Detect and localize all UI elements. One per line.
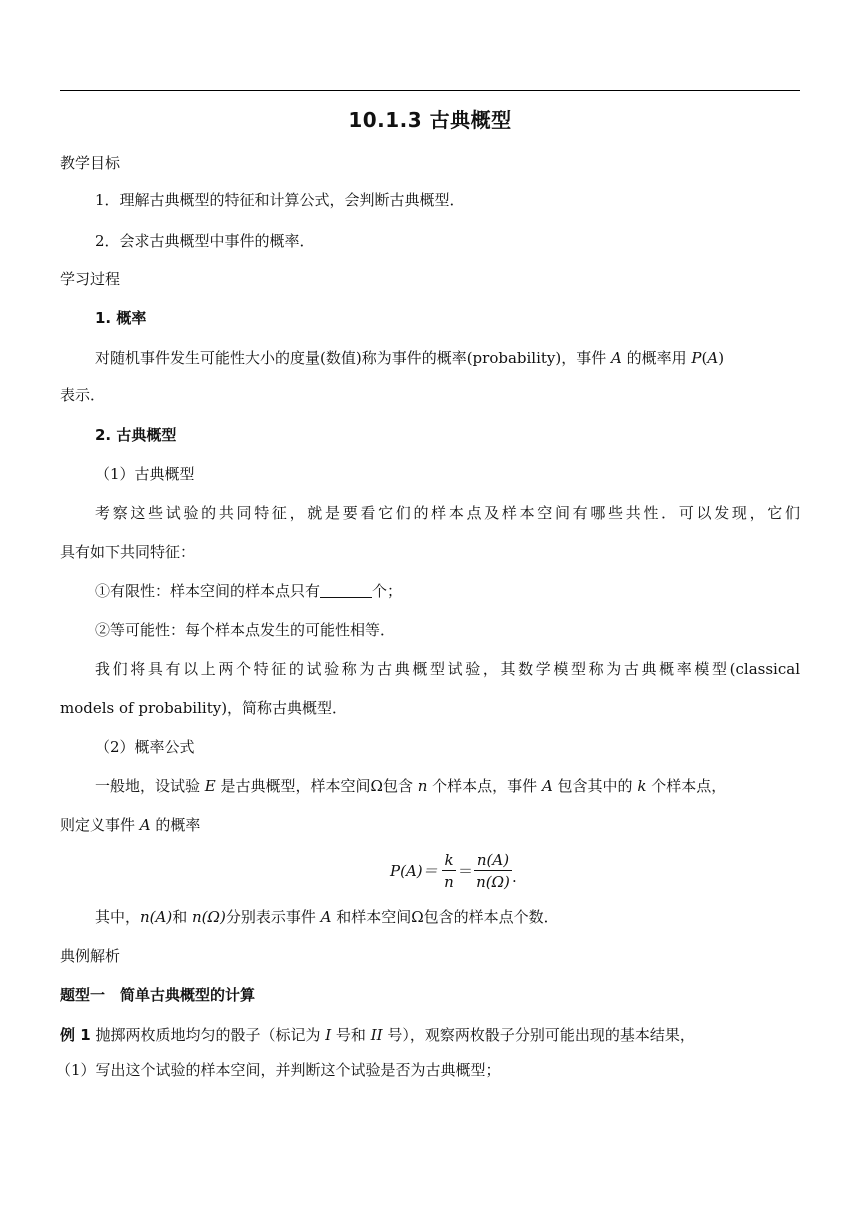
general-statement-line2: 则定义事件 A 的概率 xyxy=(60,816,201,834)
frac2-numerator: n(A) xyxy=(476,851,510,869)
fraction-nA-over-nOmega xyxy=(474,850,512,893)
frac1-denominator: n xyxy=(444,873,454,891)
formula-explanation: 其中，n(A)和 n(Ω)分别表示事件 A 和样本空间Ω包含的样本点个数． xyxy=(95,908,559,926)
fraction-k-over-n xyxy=(442,850,456,893)
goals-heading: 教学目标 xyxy=(60,154,121,172)
example-1-label: 例 1 xyxy=(60,1026,91,1044)
section-1-title: 1. 概率 xyxy=(95,309,147,327)
features-intro-line2: 具有如下共同特征： xyxy=(60,543,196,561)
example-1-line1: 例 1 抛掷两枚质地均匀的骰子（标记为 I 号和 II 号），观察两枚骰子分别可能出现的基本结果， xyxy=(60,1026,695,1044)
example-1-question-1: （1）写出这个试验的样本空间，并判断这个试验是否为古典概型； xyxy=(56,1061,501,1079)
section-2-title: 2. 古典概型 xyxy=(95,426,177,444)
formula-equals: ＝ xyxy=(458,862,474,880)
header-rule xyxy=(60,90,800,91)
section-1-paragraph-line1: 对随机事件发生可能性大小的度量(数值)称为事件的概率(probability)，事件 A 的概率用 P(A) xyxy=(95,349,725,367)
frac2-denominator: n(Ω) xyxy=(476,873,510,891)
formula-end: . xyxy=(512,868,517,886)
feature-equal-likelihood: ②等可能性：每个样本点发生的可能性相等． xyxy=(95,621,396,639)
feature-finiteness: ①有限性：样本空间的样本点只有 个； xyxy=(95,582,403,600)
definition-line2: models of probability)，简称古典概型． xyxy=(60,699,348,717)
features-intro-line1: 考察这些试验的共同特征，就是要看它们的样本点及样本空间有哪些共性．可以发现，它们 xyxy=(95,504,800,522)
subsection-formula: （2）概率公式 xyxy=(95,738,195,756)
general-statement-line1: 一般地，设试验 E 是古典概型，样本空间Ω包含 n 个样本点，事件 A 包含其中的 k 个样本点， xyxy=(95,777,727,795)
frac1-numerator: k xyxy=(444,851,454,869)
section-1-paragraph-line2: 表示． xyxy=(60,386,106,404)
process-heading: 学习过程 xyxy=(60,270,121,288)
definition-line1: 我们将具有以上两个特征的试验称为古典概型试验，其数学模型称为古典概率模型(classical xyxy=(95,660,800,678)
subsection-classical: （1）古典概型 xyxy=(95,465,195,483)
examples-heading: 典例解析 xyxy=(60,947,121,965)
fill-in-blank[interactable] xyxy=(320,583,372,598)
formula-lhs: P(A)＝ xyxy=(390,862,438,880)
question-type-1-title: 题型一 简单古典概型的计算 xyxy=(60,986,256,1004)
page-title: 10.1.3 古典概型 xyxy=(348,108,512,132)
goal-item-1: 1．理解古典概型的特征和计算公式，会判断古典概型． xyxy=(95,191,465,209)
goal-item-2: 2．会求古典概型中事件的概率． xyxy=(95,232,315,250)
